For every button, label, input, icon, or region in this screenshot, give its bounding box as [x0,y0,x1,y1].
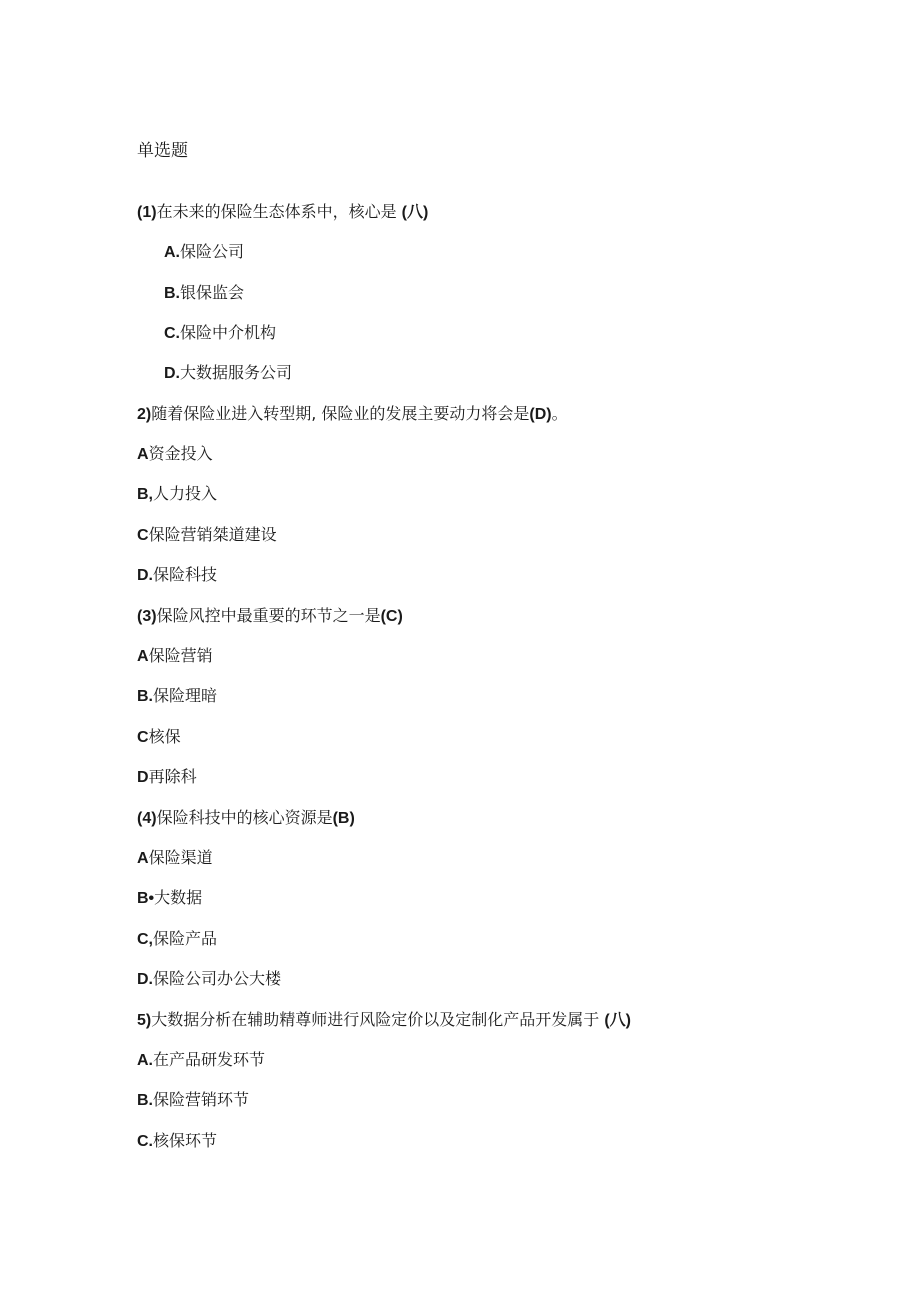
option-b [137,686,217,707]
option-text: 再除科 [148,767,197,786]
option-a [164,242,244,263]
option-key: A [137,446,149,463]
option-b [164,283,244,304]
option-text: 核保环节 [153,1131,218,1150]
question-text: 随着保险业进入转型期, 保险业的发展主要动力将会是 [151,404,530,423]
question-5 [137,1010,631,1031]
option-d [137,565,217,586]
question-text: 保险科技中的核心资源是 [156,808,333,827]
option-text: 保险公司 [180,242,245,261]
option-b [137,1090,249,1111]
option-d [137,969,281,990]
question-number: (3) [137,608,157,625]
question-text: 大数据分析在辅助精尊师进行风险定价以及定制化产品开发属于 [151,1010,600,1029]
option-key: D [137,769,149,786]
option-c [137,525,277,546]
option-key: B. [164,285,180,302]
question-number: (1) [137,204,157,221]
option-text: 大数据 [154,888,203,907]
option-key: C [137,527,149,544]
option-key: D. [137,567,153,584]
section-title: 单选题 [137,141,188,161]
option-text: 资金投入 [148,444,213,463]
question-answer: (D) [529,406,552,423]
option-c [164,323,276,344]
option-key: A [137,850,149,867]
question-answer: (C) [380,608,403,625]
option-key: B. [137,1092,153,1109]
option-b [137,888,202,909]
option-text: 在产品研发环节 [153,1050,266,1069]
option-key: B. [137,688,153,705]
question-text: 在未来的保险生态体系中，核心是 [156,202,397,221]
question-1 [137,202,428,223]
option-c [137,929,217,950]
option-key: C [137,729,149,746]
option-c [137,727,181,748]
option-text: 保险中介机构 [180,323,277,342]
option-key: B, [137,486,153,503]
question-4 [137,808,355,829]
option-text: 保险理暗 [153,686,218,705]
option-text: 保险产品 [153,929,218,948]
question-answer: (八) [401,204,429,221]
option-key: A. [164,244,180,261]
option-d [137,767,197,788]
option-text: 保险营销环节 [153,1090,250,1109]
option-text: 人力投入 [153,484,218,503]
option-text: 保险公司办公大楼 [153,969,282,988]
question-answer: (B) [332,810,355,827]
question-text: 保险风控中最重要的环节之一是 [156,606,381,625]
option-text: 保险渠道 [148,848,213,867]
option-text: 保险科技 [153,565,218,584]
option-a [137,848,213,869]
option-a [137,1050,265,1071]
option-a [137,444,213,465]
question-number: 5) [137,1012,152,1029]
option-key: C. [137,1133,153,1150]
option-a [137,646,213,667]
question-3 [137,606,403,627]
option-text: 大数据服务公司 [180,363,293,382]
option-b [137,484,217,505]
option-key: C, [137,931,153,948]
option-text: 银保监会 [180,283,245,302]
question-number: 2) [137,406,152,423]
option-key: A. [137,1052,153,1069]
question-suffix: 。 [551,404,568,423]
option-text: 保险营销 [148,646,213,665]
option-key: B• [137,890,155,907]
option-key: A [137,648,149,665]
option-key: D. [137,971,153,988]
question-answer: (八) [604,1012,632,1029]
option-key: D. [164,365,180,382]
option-key: C. [164,325,180,342]
question-number: (4) [137,810,157,827]
option-c [137,1131,217,1152]
option-d [164,363,292,384]
option-text: 核保 [148,727,181,746]
option-text: 保险营销桀道建设 [148,525,277,544]
question-2 [137,404,568,425]
